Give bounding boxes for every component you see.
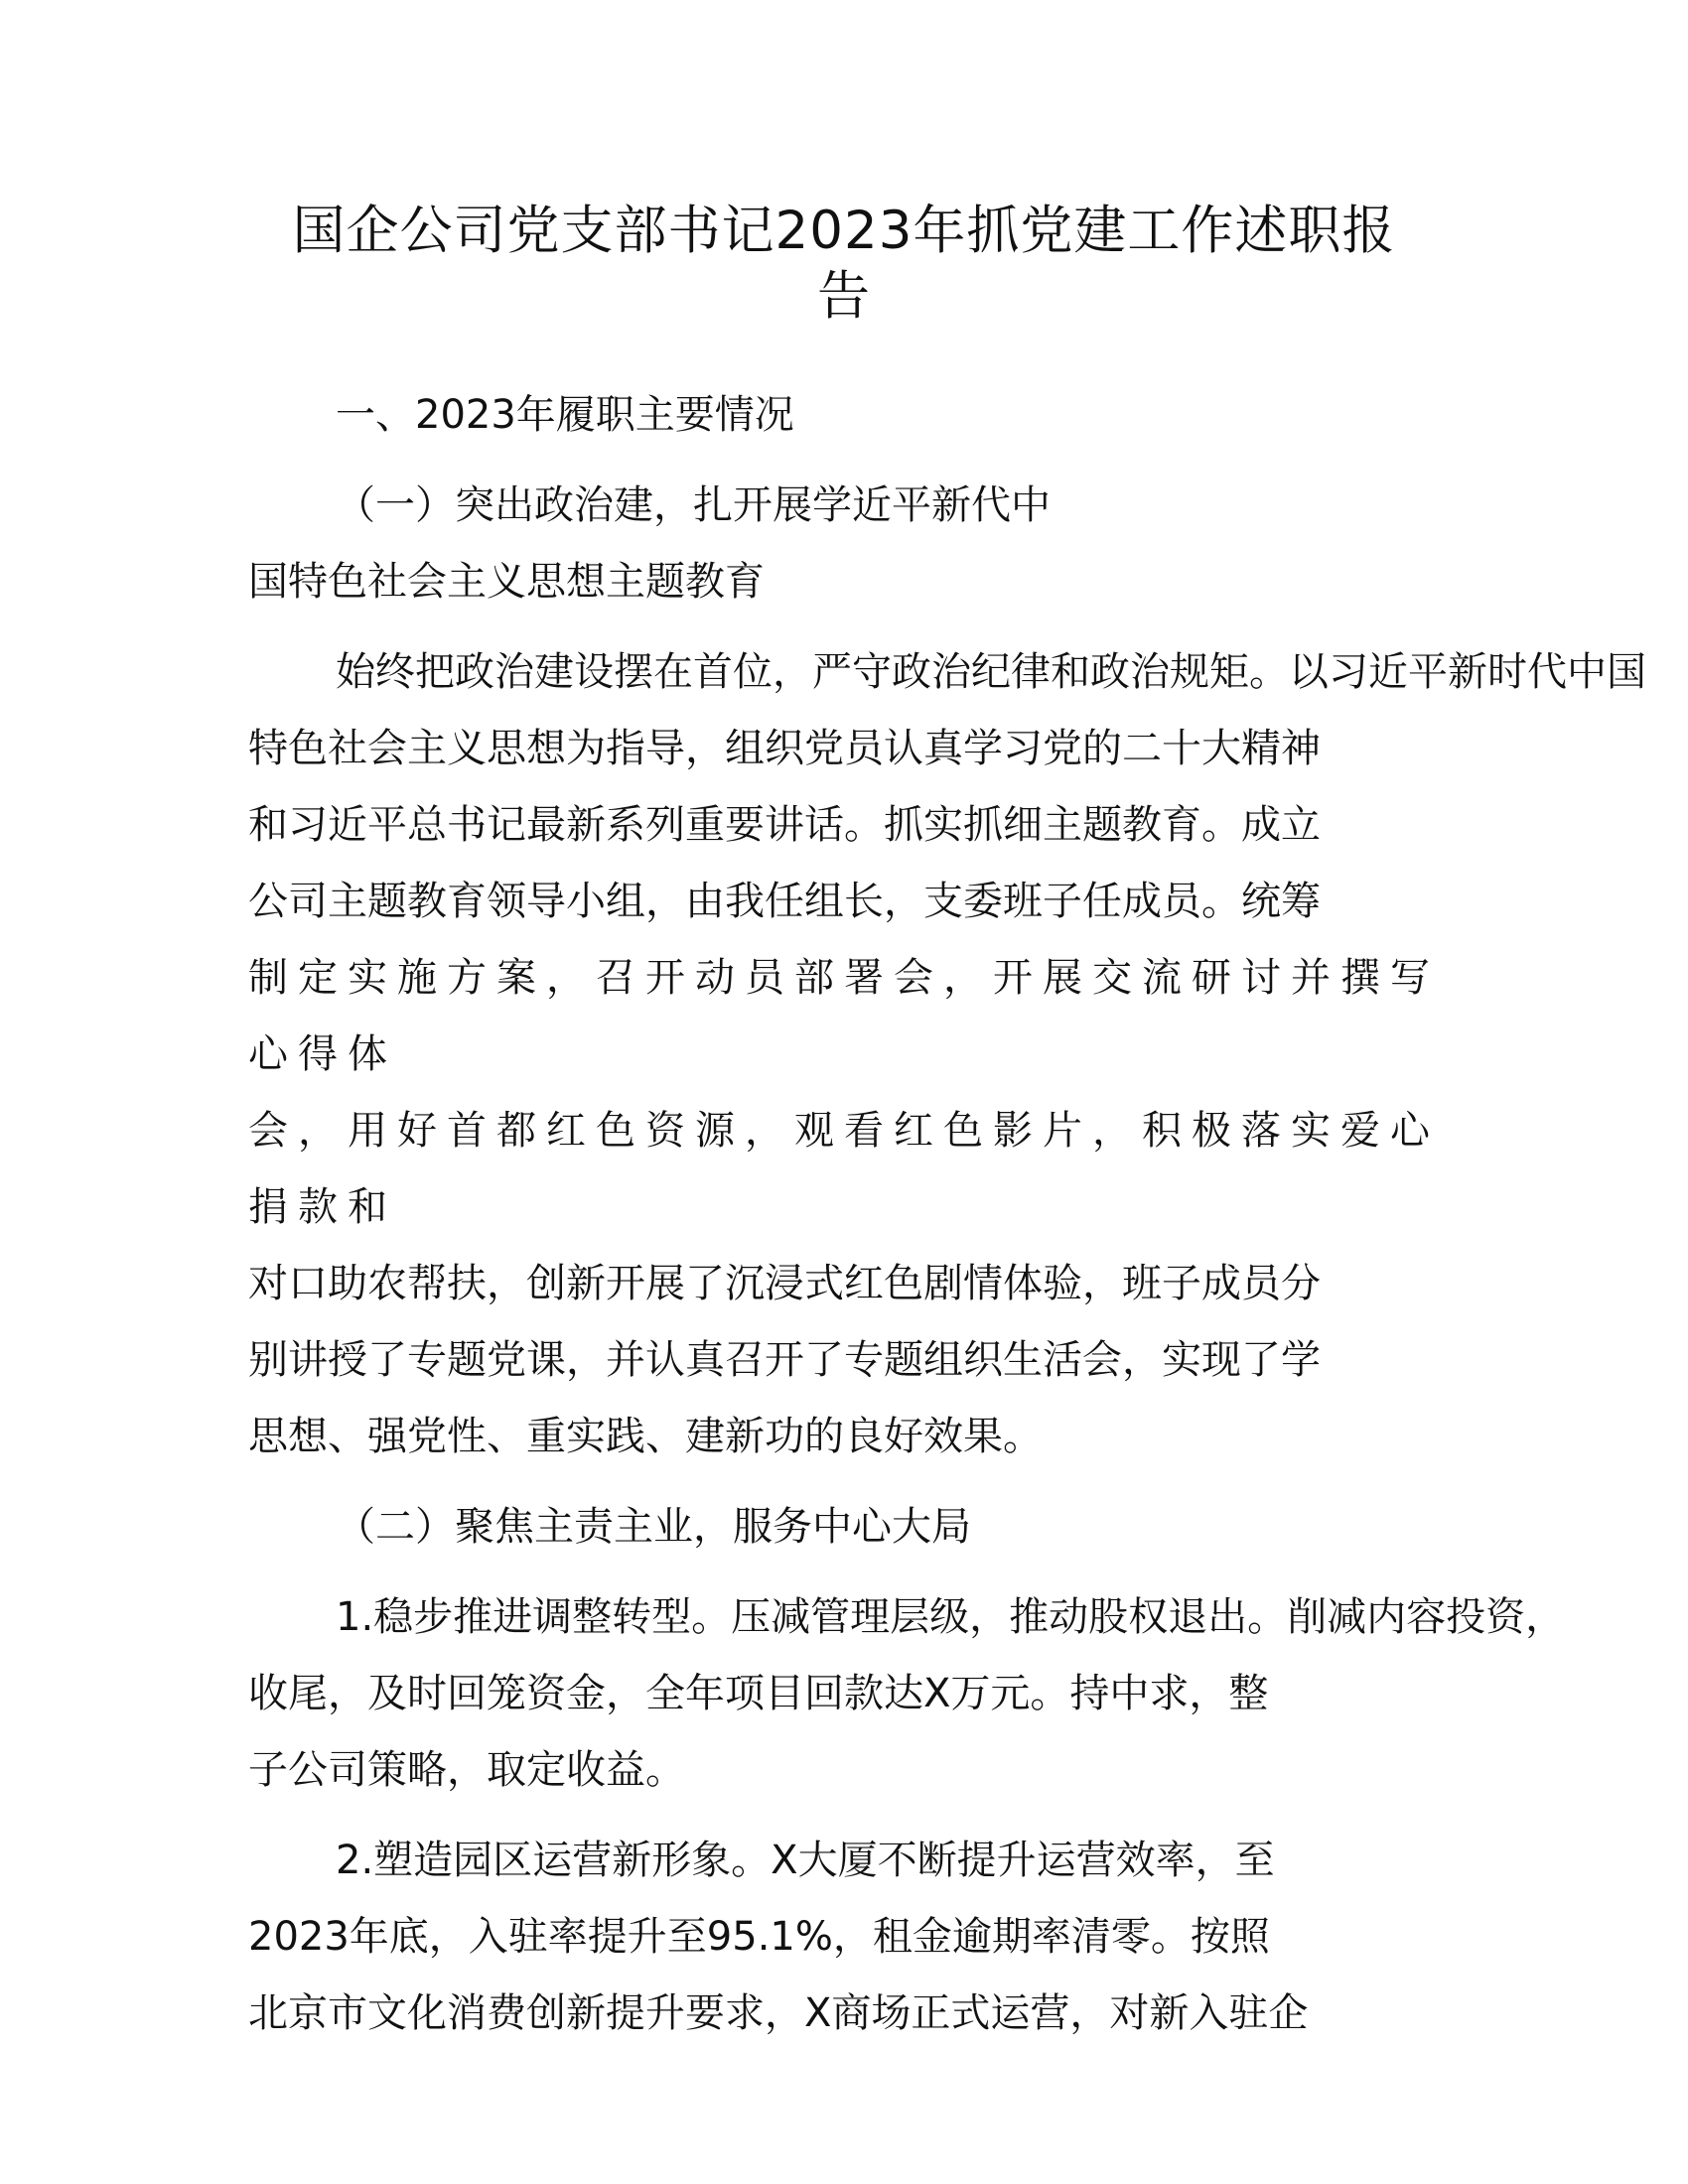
paragraph-line: 和习近平总书记最新系列重要讲话。抓实抓细主题教育。成立: [248, 802, 1321, 848]
paragraph-political-building: [248, 634, 1646, 1475]
paragraph-line: 2.塑造园区运营新形象。X大厦不断提升运营效率，至: [336, 1838, 1275, 1883]
paragraph-line: 对口助农帮扶，创新开展了沉浸式红色剧情体验，班子成员分: [248, 1261, 1321, 1306]
paragraph-line: 思想、强党性、重实践、建新功的良好效果。: [248, 1414, 1043, 1459]
paragraph-line: 子公司策略，取定收益。: [248, 1747, 685, 1793]
subsection-heading-1-line-2: 国特色社会主义思想主题教育: [248, 559, 765, 605]
subsection-heading-1-line-1: （一）突出政治建，扎开展学近平新代中: [336, 482, 1051, 528]
title-line-1: 国企公司党支部书记2023年抓党建工作述职报: [292, 201, 1396, 261]
subsection-heading-2: （二）聚焦主责主业，服务中心大局: [336, 1504, 971, 1550]
paragraph-line: 北京市文化消费创新提升要求，X商场正式运营，对新入驻企: [248, 1990, 1309, 2036]
paragraph-line: 收尾，及时回笼资金，全年项目回款达X万元。持中求，整: [248, 1671, 1269, 1716]
paragraph-item-2: [248, 1823, 1440, 2052]
paragraph-line: 始终把政治建设摆在首位，严守政治纪律和政治规矩。以习近平新时代中国: [336, 649, 1646, 695]
paragraph-line: 别讲授了专题党课，并认真召开了专题组织生活会，实现了学: [248, 1337, 1321, 1383]
paragraph-item-1: [248, 1579, 1566, 1809]
paragraph-line: 制定实施方案，召开动员部署会，开展交流研讨并撰写心得体: [248, 955, 1440, 1077]
paragraph-line: 特色社会主义思想为指导，组织党员认真学习党的二十大精神: [248, 726, 1321, 771]
paragraph-line: 1.稳步推进调整转型。压减管理层级，推动股权退出。削减内容投资，: [336, 1594, 1566, 1640]
paragraph-line: 公司主题教育领导小组，由我任组长，支委班子任成员。统筹: [248, 879, 1321, 924]
section-heading-1: 一、2023年履职主要情况: [336, 392, 794, 438]
document-title: [248, 199, 1440, 330]
paragraph-line: 2023年底，入驻率提升至95.1%，租金逾期率清零。按照: [248, 1914, 1270, 1960]
document-body: [248, 199, 1646, 2066]
title-line-2: 告: [817, 266, 871, 327]
paragraph-line: 会，用好首都红色资源，观看红色影片，积极落实爱心捐款和: [248, 1108, 1440, 1230]
